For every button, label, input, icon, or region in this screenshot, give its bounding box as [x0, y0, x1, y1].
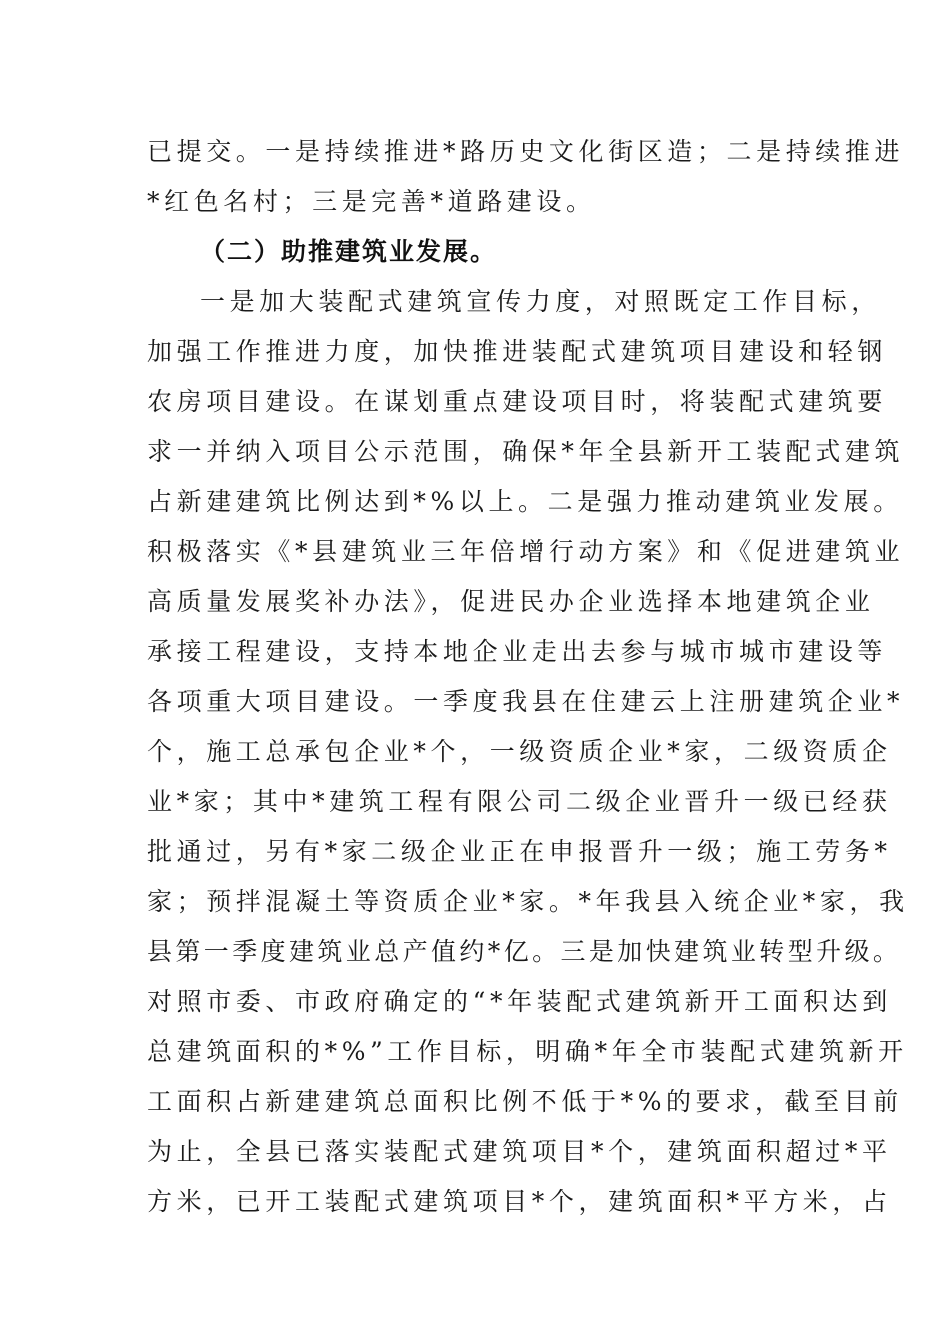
paragraph-line: 业*家；其中*建筑工程有限公司二级企业晋升一级已经获 — [147, 787, 892, 816]
paragraph-line: 积极落实《*县建筑业三年倍增行动方案》和《促进建筑业 — [147, 537, 905, 566]
paragraph-line: 求一并纳入项目公示范围，确保*年全县新开工装配式建筑 — [147, 437, 905, 466]
paragraph-line: 为止，全县已落实装配式建筑项目*个，建筑面积超过*平 — [147, 1137, 892, 1166]
paragraph-line: 对照市委、市政府确定的“*年装配式建筑新开工面积达到 — [147, 987, 892, 1016]
paragraph-line: 方米，已开工装配式建筑项目*个，建筑面积*平方米，占 — [147, 1187, 892, 1216]
section-heading: （二）助推建筑业发展。 — [200, 237, 498, 266]
paragraph-line: 农房项目建设。在谋划重点建设项目时，将装配式建筑要 — [147, 387, 888, 416]
paragraph-line: 占新建建筑比例达到*%以上。二是强力推动建筑业发展。 — [147, 487, 903, 516]
paragraph-line: 承接工程建设，支持本地企业走出去参与城市城市建设等 — [147, 637, 888, 666]
paragraph-line: 各项重大项目建设。一季度我县在住建云上注册建筑企业* — [147, 687, 905, 716]
paragraph-line: 工面积占新建建筑总面积比例不低于*%的要求，截至目前 — [147, 1087, 903, 1116]
paragraph-line: 加强工作推进力度，加快推进装配式建筑项目建设和轻钢 — [147, 337, 888, 366]
paragraph-line: 一是加大装配式建筑宣传力度，对照既定工作目标， — [200, 287, 881, 316]
paragraph-line: 个，施工总承包企业*个，一级资质企业*家，二级资质企 — [147, 737, 892, 766]
paragraph-line: 县第一季度建筑业总产值约*亿。三是加快建筑业转型升级。 — [147, 937, 902, 966]
paragraph-line: 高质量发展奖补办法》，促进民办企业选择本地建筑企业 — [147, 587, 875, 616]
paragraph-line: *红色名村；三是完善*道路建设。 — [147, 187, 596, 216]
paragraph-line: 家；预拌混凝土等资质企业*家。*年我县入统企业*家，我 — [147, 887, 909, 916]
paragraph-line: 已提交。一是持续推进*路历史文化街区造；二是持续推进 — [147, 137, 905, 166]
paragraph-line: 总建筑面积的*%”工作目标，明确*年全市装配式建筑新开 — [147, 1037, 908, 1066]
paragraph-line: 批通过，另有*家二级企业正在申报晋升一级；施工劳务* — [147, 837, 892, 866]
